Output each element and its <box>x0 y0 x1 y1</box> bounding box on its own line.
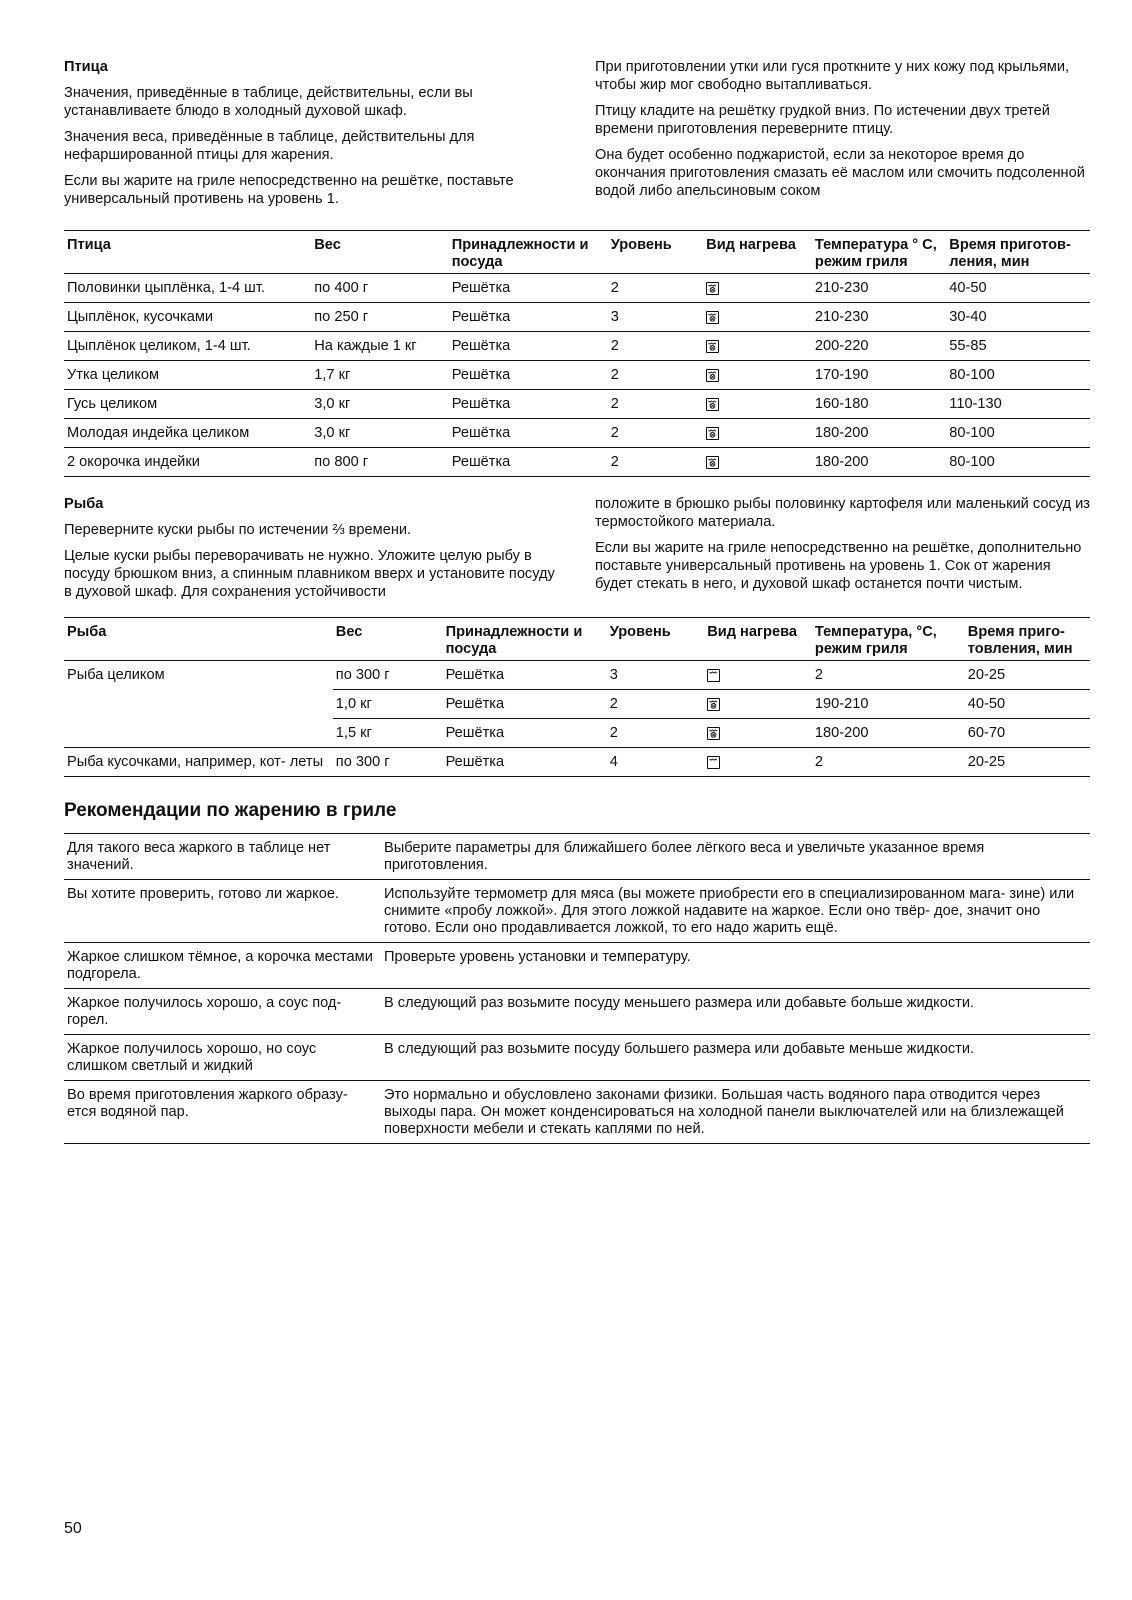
column-header: Температура ° С, режим гриля <box>812 231 946 274</box>
heating-mode-cell <box>704 690 812 719</box>
table-cell: Рыба кусочками, например, кот- леты <box>64 748 333 777</box>
table-cell: 2 <box>608 390 703 419</box>
table-cell: Решётка <box>443 661 607 690</box>
table-cell: Молодая индейка целиком <box>64 419 311 448</box>
heating-mode-cell <box>704 719 812 748</box>
table-cell: В следующий раз возьмите посуду меньшего размера или добавьте больше жидкости. <box>381 989 1090 1035</box>
table-cell: На каждые 1 кг <box>311 332 448 361</box>
column-header: Принадлежности и посуда <box>449 231 608 274</box>
heating-mode-cell <box>704 748 812 777</box>
grill-fan-icon <box>706 456 719 469</box>
table-cell: 2 окорочка индейки <box>64 448 311 477</box>
column-header: Уровень <box>607 618 704 661</box>
column-header: Рыба <box>64 618 333 661</box>
grill-large-icon <box>707 669 720 682</box>
grill-fan-icon <box>706 369 719 382</box>
table-cell: 30-40 <box>946 303 1090 332</box>
table-cell: Вы хотите проверить, готово ли жаркое. <box>64 880 381 943</box>
table-row <box>64 834 1090 880</box>
table-cell: 1,5 кг <box>333 719 443 748</box>
fish-paragraph: Целые куски рыбы переворачивать не нужно. Уложите целую рыбу в посуду брюшком вниз, а спинным плавником вверх и установите посуду в духовой шкаф. Для сохранения устойчивости <box>64 548 555 600</box>
table-cell: Утка целиком <box>64 361 311 390</box>
heating-mode-cell <box>703 448 812 477</box>
table-cell: Это нормально и обусловлено законами физики. Большая часть водяного пара отводится через выходы пара. Он может конденсироваться на холодной панели выключателей или на близлежащей поверхности мебели и стекать каплями по ней. <box>381 1081 1090 1144</box>
column-header: Принадлежности и посуда <box>443 618 607 661</box>
grill-fan-icon <box>707 698 720 711</box>
grill-fan-icon <box>706 282 719 295</box>
table-cell: 80-100 <box>946 419 1090 448</box>
table-cell: 170-190 <box>812 361 946 390</box>
table-cell: Решётка <box>449 361 608 390</box>
fish-left-column <box>64 495 559 609</box>
poultry-paragraph: Значения, приведённые в таблице, действительны, если вы устанавливаете блюдо в холодный духовой шкаф. <box>64 85 473 119</box>
table-cell: 1,0 кг <box>333 690 443 719</box>
table-row <box>64 274 1090 303</box>
poultry-paragraph: Она будет особенно поджаристой, если за некоторое время до окончания приготовления смазать её маслом или смочить подсоленной водой либо апельсиновым соком <box>595 147 1085 199</box>
table-cell: 190-210 <box>812 690 965 719</box>
column-header: Вес <box>333 618 443 661</box>
fish-right-column <box>595 495 1090 609</box>
page <box>64 58 1090 1144</box>
table-cell: 2 <box>607 690 704 719</box>
table-cell: 4 <box>607 748 704 777</box>
recommendations-title: Рекомендации по жарению в гриле <box>64 800 397 821</box>
heating-mode-cell <box>703 274 812 303</box>
table-cell: 3 <box>608 303 703 332</box>
table-cell: Жаркое получилось хорошо, но соус слишком светлый и жидкий <box>64 1035 381 1081</box>
table-cell: 80-100 <box>946 361 1090 390</box>
fish-table-body <box>64 661 1090 777</box>
table-cell: 180-200 <box>812 448 946 477</box>
table-cell: Жаркое получилось хорошо, а соус под- горел. <box>64 989 381 1035</box>
column-header: Вид нагрева <box>703 231 812 274</box>
column-header: Уровень <box>608 231 703 274</box>
table-cell: Во время приготовления жаркого образу- ется водяной пар. <box>64 1081 381 1144</box>
poultry-title: Птица <box>64 59 108 75</box>
poultry-paragraph: Значения веса, приведённые в таблице, действительны для нефаршированной птицы для жарения. <box>64 129 475 163</box>
fish-paragraph: Если вы жарите на гриле непосредственно на решётке, дополнительно поставьте универсальный противень на уровень 1. Сок от жарения будет стекать в него, и духовой шкаф останется почти чистым. <box>595 540 1082 592</box>
heating-mode-cell <box>704 661 812 690</box>
table-cell: 200-220 <box>812 332 946 361</box>
grill-fan-icon <box>706 398 719 411</box>
grill-fan-icon <box>707 727 720 740</box>
fish-paragraph: положите в брюшко рыбы половинку картофеля или маленький сосуд из термостойкого материала. <box>595 496 1090 530</box>
table-row <box>64 303 1090 332</box>
recommendations-table-body <box>64 834 1090 1144</box>
table-cell: 20-25 <box>965 661 1090 690</box>
table-cell: 2 <box>812 748 965 777</box>
table-row <box>64 719 1090 748</box>
table-cell: Гусь целиком <box>64 390 311 419</box>
table-header-row <box>64 231 1090 274</box>
grill-fan-icon <box>706 340 719 353</box>
table-cell: Решётка <box>443 748 607 777</box>
table-row <box>64 1035 1090 1081</box>
heating-mode-cell <box>703 419 812 448</box>
table-cell: 3,0 кг <box>311 419 448 448</box>
fish-table <box>64 617 1090 777</box>
table-cell: 80-100 <box>946 448 1090 477</box>
table-header-row <box>64 618 1090 661</box>
table-cell: 180-200 <box>812 419 946 448</box>
fish-paragraph: Переверните куски рыбы по истечении ⅔ времени. <box>64 522 412 538</box>
table-cell: Решётка <box>449 419 608 448</box>
table-cell: Половинки цыплёнка, 1-4 шт. <box>64 274 311 303</box>
table-cell: 2 <box>608 448 703 477</box>
table-cell: по 800 г <box>311 448 448 477</box>
table-row <box>64 880 1090 943</box>
heating-mode-cell <box>703 303 812 332</box>
table-cell: 2 <box>607 719 704 748</box>
table-cell: Жаркое слишком тёмное, а корочка местами подгорела. <box>64 943 381 989</box>
column-header: Время приго- товления, мин <box>965 618 1090 661</box>
table-cell: Выберите параметры для ближайшего более лёгкого веса и увеличьте указанное время приготовления. <box>381 834 1090 880</box>
table-cell: по 300 г <box>333 748 443 777</box>
heating-mode-cell <box>703 390 812 419</box>
table-row <box>64 690 1090 719</box>
table-cell: 160-180 <box>812 390 946 419</box>
table-cell: 60-70 <box>965 719 1090 748</box>
table-cell: по 300 г <box>333 661 443 690</box>
table-cell: 180-200 <box>812 719 965 748</box>
table-row <box>64 361 1090 390</box>
table-row <box>64 332 1090 361</box>
recommendations-table <box>64 833 1090 1144</box>
table-cell: 210-230 <box>812 274 946 303</box>
table-cell: 1,7 кг <box>311 361 448 390</box>
table-cell: 210-230 <box>812 303 946 332</box>
table-cell: 2 <box>812 661 965 690</box>
table-cell: 20-25 <box>965 748 1090 777</box>
poultry-table <box>64 230 1090 477</box>
table-row <box>64 661 1090 690</box>
table-cell: Решётка <box>443 690 607 719</box>
poultry-right-column <box>595 58 1090 216</box>
table-cell <box>64 719 333 748</box>
table-cell: Решётка <box>443 719 607 748</box>
column-header: Время приготов- ления, мин <box>946 231 1090 274</box>
table-row <box>64 390 1090 419</box>
fish-intro <box>64 495 1090 609</box>
table-row <box>64 989 1090 1035</box>
table-row <box>64 1081 1090 1144</box>
column-header: Вид нагрева <box>704 618 812 661</box>
table-cell: 2 <box>608 274 703 303</box>
table-cell: по 250 г <box>311 303 448 332</box>
table-cell: Решётка <box>449 274 608 303</box>
table-cell: Цыплёнок, кусочками <box>64 303 311 332</box>
table-cell: 3 <box>607 661 704 690</box>
table-cell: Цыплёнок целиком, 1-4 шт. <box>64 332 311 361</box>
poultry-left-column <box>64 58 559 216</box>
column-header: Температура, °С, режим гриля <box>812 618 965 661</box>
table-row <box>64 943 1090 989</box>
table-row <box>64 448 1090 477</box>
grill-large-icon <box>707 756 720 769</box>
table-cell: по 400 г <box>311 274 448 303</box>
fish-title: Рыба <box>64 496 104 512</box>
table-cell: 2 <box>608 332 703 361</box>
column-header: Вес <box>311 231 448 274</box>
table-cell: Решётка <box>449 448 608 477</box>
table-cell: 110-130 <box>946 390 1090 419</box>
table-cell: Проверьте уровень установки и температуру. <box>381 943 1090 989</box>
column-header: Птица <box>64 231 311 274</box>
table-cell: Для такого веса жаркого в таблице нет значений. <box>64 834 381 880</box>
table-cell: 2 <box>608 419 703 448</box>
table-cell: 40-50 <box>946 274 1090 303</box>
heating-mode-cell <box>703 361 812 390</box>
grill-fan-icon <box>706 311 719 324</box>
table-cell: Рыба целиком <box>67 667 165 683</box>
table-cell: 3,0 кг <box>311 390 448 419</box>
table-cell: 55-85 <box>946 332 1090 361</box>
table-row <box>64 419 1090 448</box>
table-cell: 40-50 <box>965 690 1090 719</box>
table-cell: 2 <box>608 361 703 390</box>
poultry-table-body <box>64 274 1090 477</box>
table-cell: Используйте термометр для мяса (вы можете приобрести его в специализированном мага- зине) или снимите «пробу ложкой». Для этого ложкой надавите на жаркое. Если оно твёр- дое, значит оно готово. Если оно продавливается ложкой, то его надо жарить ещё. <box>381 880 1090 943</box>
table-row <box>64 748 1090 777</box>
table-cell: Решётка <box>449 390 608 419</box>
poultry-paragraph: Птицу кладите на решётку грудкой вниз. По истечении двух третей времени приготовления переверните птицу. <box>595 103 1050 137</box>
poultry-paragraph: Если вы жарите на гриле непосредственно на решётке, поставьте универсальный противень на уровень 1. <box>64 173 514 207</box>
poultry-paragraph: При приготовлении утки или гуся проткните у них кожу под крыльями, чтобы жир мог свободно вытапливаться. <box>595 59 1070 93</box>
grill-fan-icon <box>706 427 719 440</box>
table-cell <box>64 690 333 719</box>
page-number: 50 <box>64 1520 82 1537</box>
table-cell: Решётка <box>449 303 608 332</box>
poultry-intro <box>64 58 1090 216</box>
heating-mode-cell <box>703 332 812 361</box>
table-cell: Решётка <box>449 332 608 361</box>
table-cell: В следующий раз возьмите посуду большего размера или добавьте меньше жидкости. <box>381 1035 1090 1081</box>
